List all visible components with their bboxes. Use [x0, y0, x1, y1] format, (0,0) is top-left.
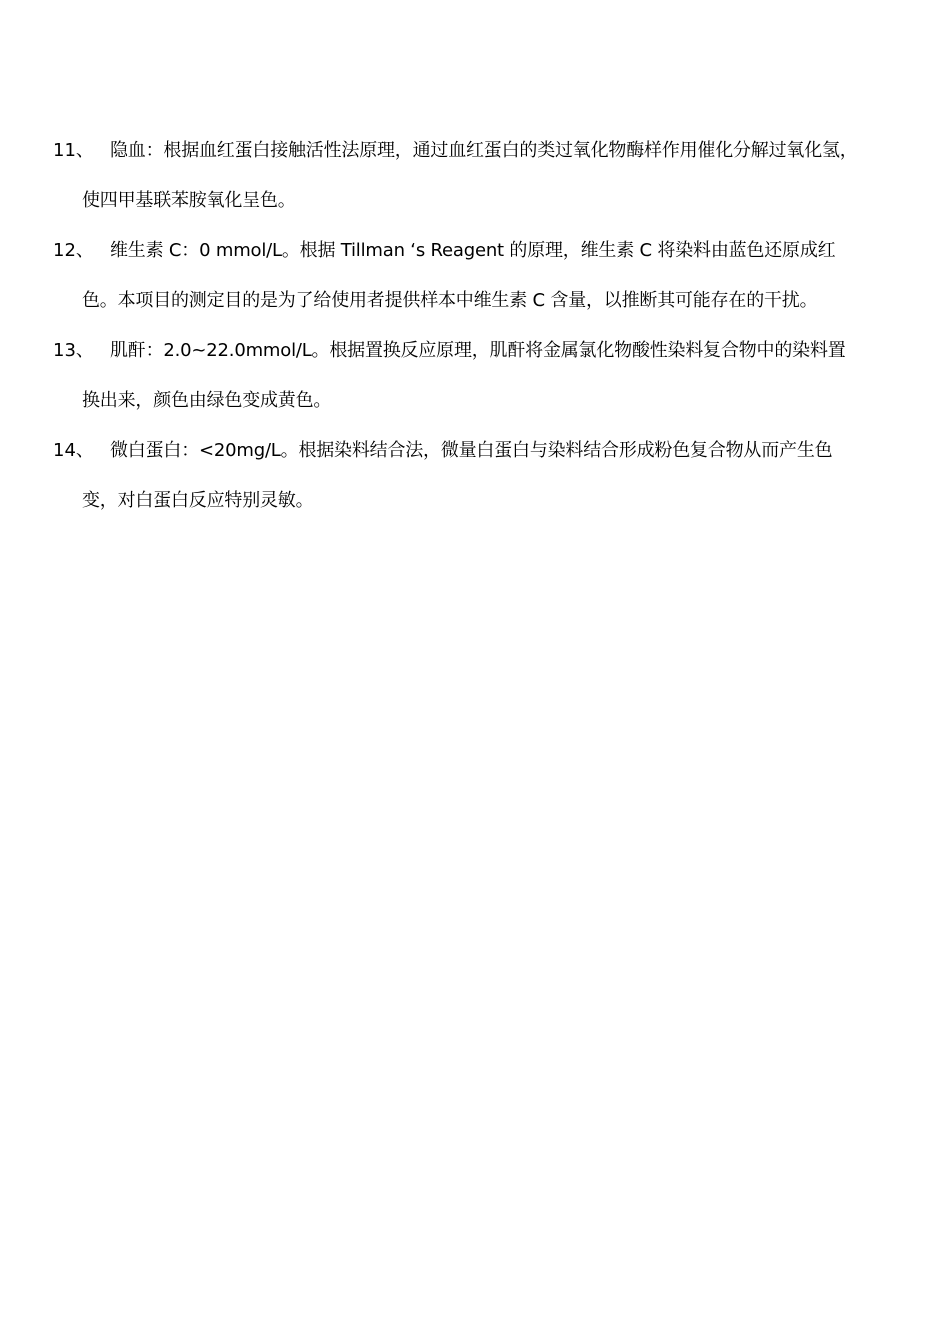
item-number: 13、 [53, 340, 94, 361]
list-item-hidden-blood [0, 126, 950, 226]
item-text-line-1: 维生素 C：0 mmol/L。根据 Tillman ‘s Reagent 的原理，维生素 C 将染料由蓝色还原成红 [110, 240, 836, 261]
item-text-line-1: 肌酐：2.0~22.0mmol/L。根据置换反应原理，肌酐将金属氯化物酸性染料复合物中的染料置 [110, 340, 846, 361]
list-item-vitamin-c [0, 226, 950, 326]
list-item-creatinine [0, 326, 950, 426]
item-text-line-2: 色。本项目的测定目的是为了给使用者提供样本中维生素 C 含量，以推断其可能存在的干扰。 [82, 290, 818, 311]
item-number: 12、 [53, 240, 94, 261]
test-item-list [0, 126, 950, 526]
item-text-line-2: 使四甲基联苯胺氧化呈色。 [82, 190, 296, 211]
item-number: 11、 [53, 140, 94, 161]
item-text-line-2: 换出来，颜色由绿色变成黄色。 [82, 390, 332, 411]
item-text-line-2: 变，对白蛋白反应特别灵敏。 [82, 490, 314, 511]
list-item-microalbumin [0, 426, 950, 526]
item-text-line-1: 微白蛋白：<20mg/L。根据染料结合法，微量白蛋白与染料结合形成粉色复合物从而产生色 [110, 440, 833, 461]
item-text-line-1: 隐血：根据血红蛋白接触活性法原理，通过血红蛋白的类过氧化物酶样作用催化分解过氧化氢， [110, 140, 858, 161]
item-number: 14、 [53, 440, 94, 461]
